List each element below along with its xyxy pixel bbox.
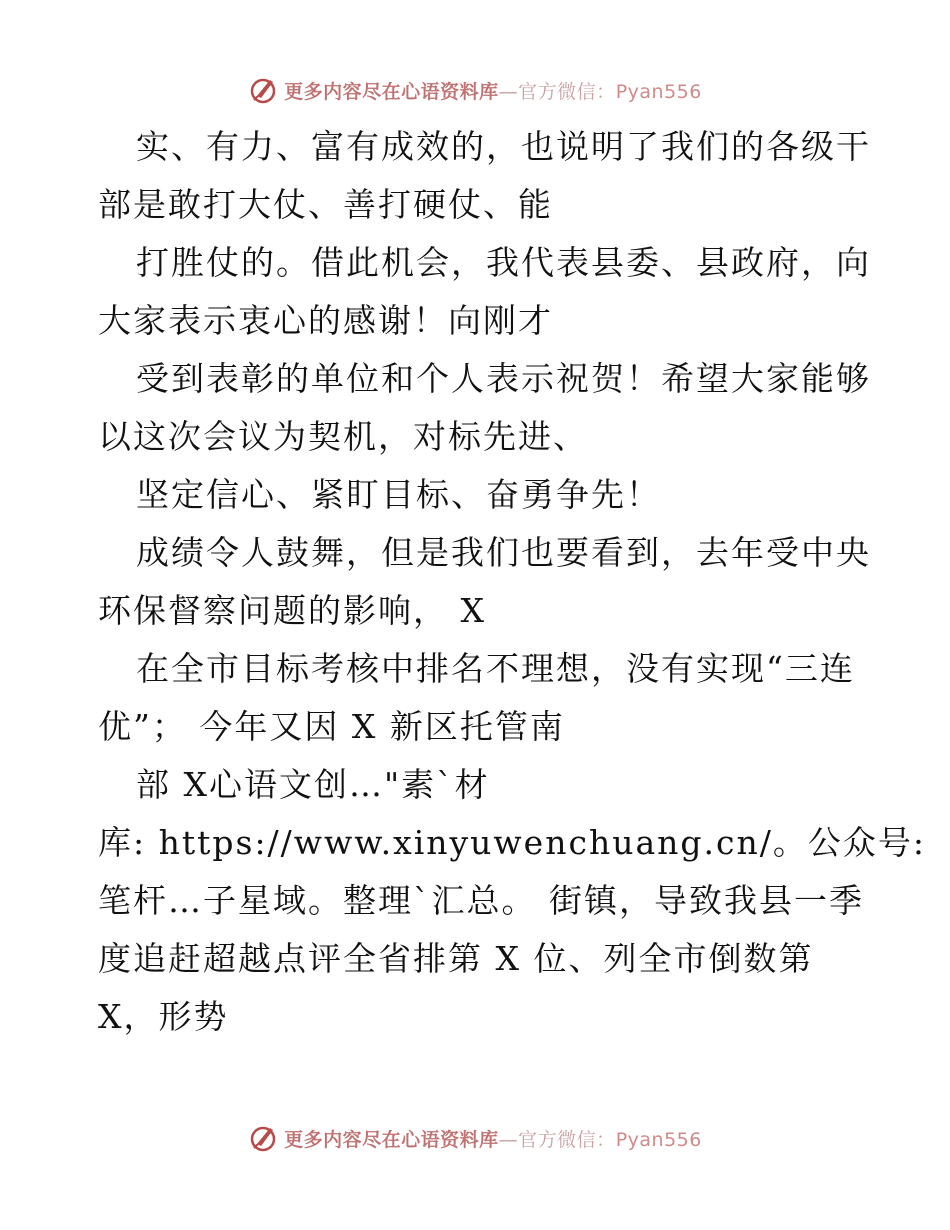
body-line: 度追赶超越点评全省排第 X 位、列全市倒数第 — [98, 939, 814, 978]
body-line: 部是敢打大仗、善打硬仗、能 — [98, 185, 553, 224]
footer-site: 更多内容尽在心语资料库 — [284, 1128, 499, 1151]
body-line: 打胜仗的。借此机会，我代表县委、县政府，向 — [136, 243, 871, 282]
header-sub: 官方微信： — [518, 80, 616, 103]
body-line: 大家表示衷心的感谢！向刚才 — [98, 301, 553, 340]
body-line: 优”； 今年又因 X 新区托管南 — [98, 707, 565, 746]
quill-logo-icon — [248, 1122, 280, 1154]
body-line: 库: https://www.xinyuwenchuang.cn/。公众号: — [98, 823, 926, 862]
footer-text — [284, 1125, 702, 1152]
body-line: X，形势 — [98, 997, 229, 1036]
header-site: 更多内容尽在心语资料库 — [284, 80, 499, 103]
body-line: 实、有力、富有成效的，也说明了我们的各级干 — [136, 127, 871, 166]
body-line: 以这次会议为契机，对标先进、 — [98, 417, 588, 456]
header-banner — [0, 70, 950, 110]
footer-banner — [0, 1118, 950, 1158]
quill-logo-icon — [248, 74, 280, 106]
body-line: 成绩令人鼓舞，但是我们也要看到，去年受中央 — [136, 533, 871, 572]
document-body — [98, 118, 926, 1046]
body-line: 部 X心语文创…"素`材 — [136, 765, 490, 804]
body-line: 笔杆…子星域。整理`汇总。 街镇，导致我县一季 — [98, 881, 864, 920]
body-line: 在全市目标考核中排名不理想，没有实现“三连 — [136, 649, 855, 688]
footer-dash: — — [498, 1128, 519, 1151]
header-text — [284, 77, 702, 104]
body-line: 环保督察问题的影响， X — [98, 591, 486, 630]
header-dash: — — [498, 80, 519, 103]
body-line: 坚定信心、紧盯目标、奋勇争先！ — [136, 475, 661, 514]
footer-wechat-id: Pyan556 — [615, 1128, 702, 1151]
footer-sub: 官方微信： — [518, 1128, 616, 1151]
body-line: 受到表彰的单位和个人表示祝贺！希望大家能够 — [136, 359, 871, 398]
header-wechat-id: Pyan556 — [615, 80, 702, 103]
